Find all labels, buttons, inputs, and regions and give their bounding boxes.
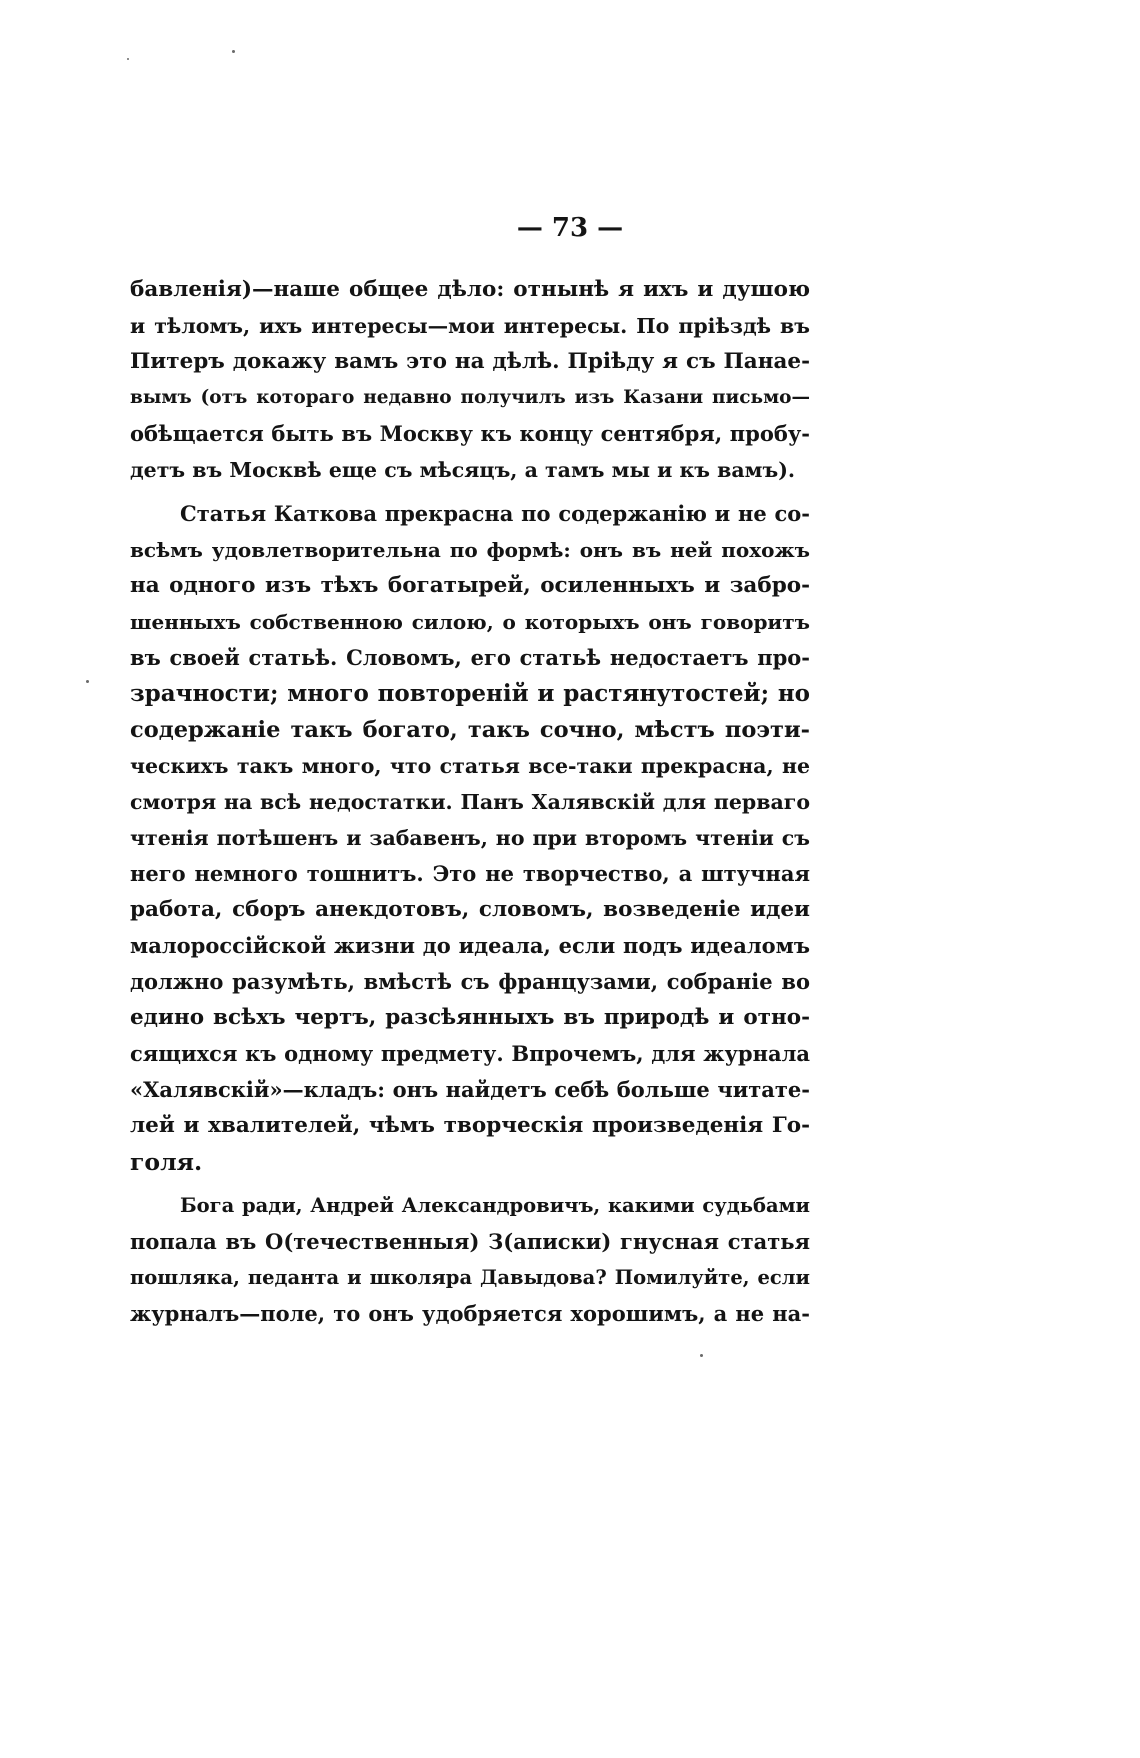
body-text <box>130 272 810 1332</box>
text-line: «Халявскій»—кладъ: онъ найдетъ себѣ больше читате- <box>130 1077 810 1102</box>
text-line: лей и хвалителей, чѣмъ творческія произведенія Го- <box>130 1113 810 1138</box>
text-line: журналъ—поле, то онъ удобряется хорошимъ, а не на- <box>130 1301 810 1326</box>
paragraph <box>130 272 810 488</box>
text-line: малороссійской жизни до идеала, если подъ идеаломъ <box>130 933 810 958</box>
text-line: и тѣломъ, ихъ интересы—мои интересы. По пріѣздѣ въ <box>130 314 810 338</box>
text-line: Питеръ докажу вамъ это на дѣлѣ. Пріѣду я съ Панае- <box>130 349 810 374</box>
text-line: ческихъ такъ много, что статья все-таки прекрасна, не <box>130 754 810 778</box>
text-line: должно разумѣть, вмѣстѣ съ французами, собраніе во <box>130 969 810 994</box>
text-line: всѣмъ удовлетворительна по формѣ: онъ въ ней похожъ <box>130 538 810 562</box>
text-line: Статья Каткова прекрасна по содержанію и не со- <box>180 501 810 526</box>
text-line: зрачности; много повтореній и растянутостей; но <box>130 680 810 707</box>
text-line: вымъ (отъ котораго недавно получилъ изъ Казани письмо— <box>130 387 810 408</box>
paper-speck <box>86 680 89 683</box>
text-line: содержаніе такъ богато, такъ сочно, мѣстъ поэти- <box>130 717 810 743</box>
paper-speck <box>232 50 235 53</box>
paper-speck <box>127 58 129 60</box>
text-line: пошляка, педанта и школяра Давыдова? Помилуйте, если <box>130 1266 810 1289</box>
text-line: работа, сборъ анекдотовъ, словомъ, возведеніе идеи <box>130 897 810 922</box>
paragraph <box>130 496 810 1180</box>
text-line: голя. <box>130 1148 203 1176</box>
paragraph <box>130 1188 810 1332</box>
text-line: въ своей статьѣ. Словомъ, его статьѣ недостаетъ про- <box>130 645 810 670</box>
paper-speck <box>700 1354 703 1357</box>
text-line: шенныхъ собственною силою, о которыхъ онъ говоритъ <box>130 610 810 634</box>
text-line: детъ въ Москвѣ еще съ мѣсяцъ, а тамъ мы и къ вамъ). <box>130 458 796 482</box>
page-number: — 73 — <box>516 213 624 243</box>
text-line: едино всѣхъ чертъ, разсѣянныхъ въ природѣ и отно- <box>130 1005 810 1030</box>
text-line: на одного изъ тѣхъ богатырей, осиленныхъ и забро- <box>130 573 810 598</box>
text-line: обѣщается быть въ Москву къ концу сентября, пробу- <box>130 421 810 446</box>
text-line: смотря на всѣ недостатки. Панъ Халявскій для перваго <box>130 790 810 814</box>
text-line: Бога ради, Андрей Александровичъ, какими судьбами <box>180 1194 810 1217</box>
text-line: бавленія)—наше общее дѣло: отнынѣ я ихъ и душою <box>130 277 810 302</box>
text-line: чтенія потѣшенъ и забавенъ, но при второмъ чтеніи съ <box>130 826 810 850</box>
text-line: него немного тошнитъ. Это не творчество, а штучная <box>130 861 810 886</box>
text-line: попала въ О(течественныя) З(аписки) гнусная статья <box>130 1229 810 1254</box>
text-line: сящихся къ одному предмету. Впрочемъ, для журнала <box>130 1041 810 1066</box>
